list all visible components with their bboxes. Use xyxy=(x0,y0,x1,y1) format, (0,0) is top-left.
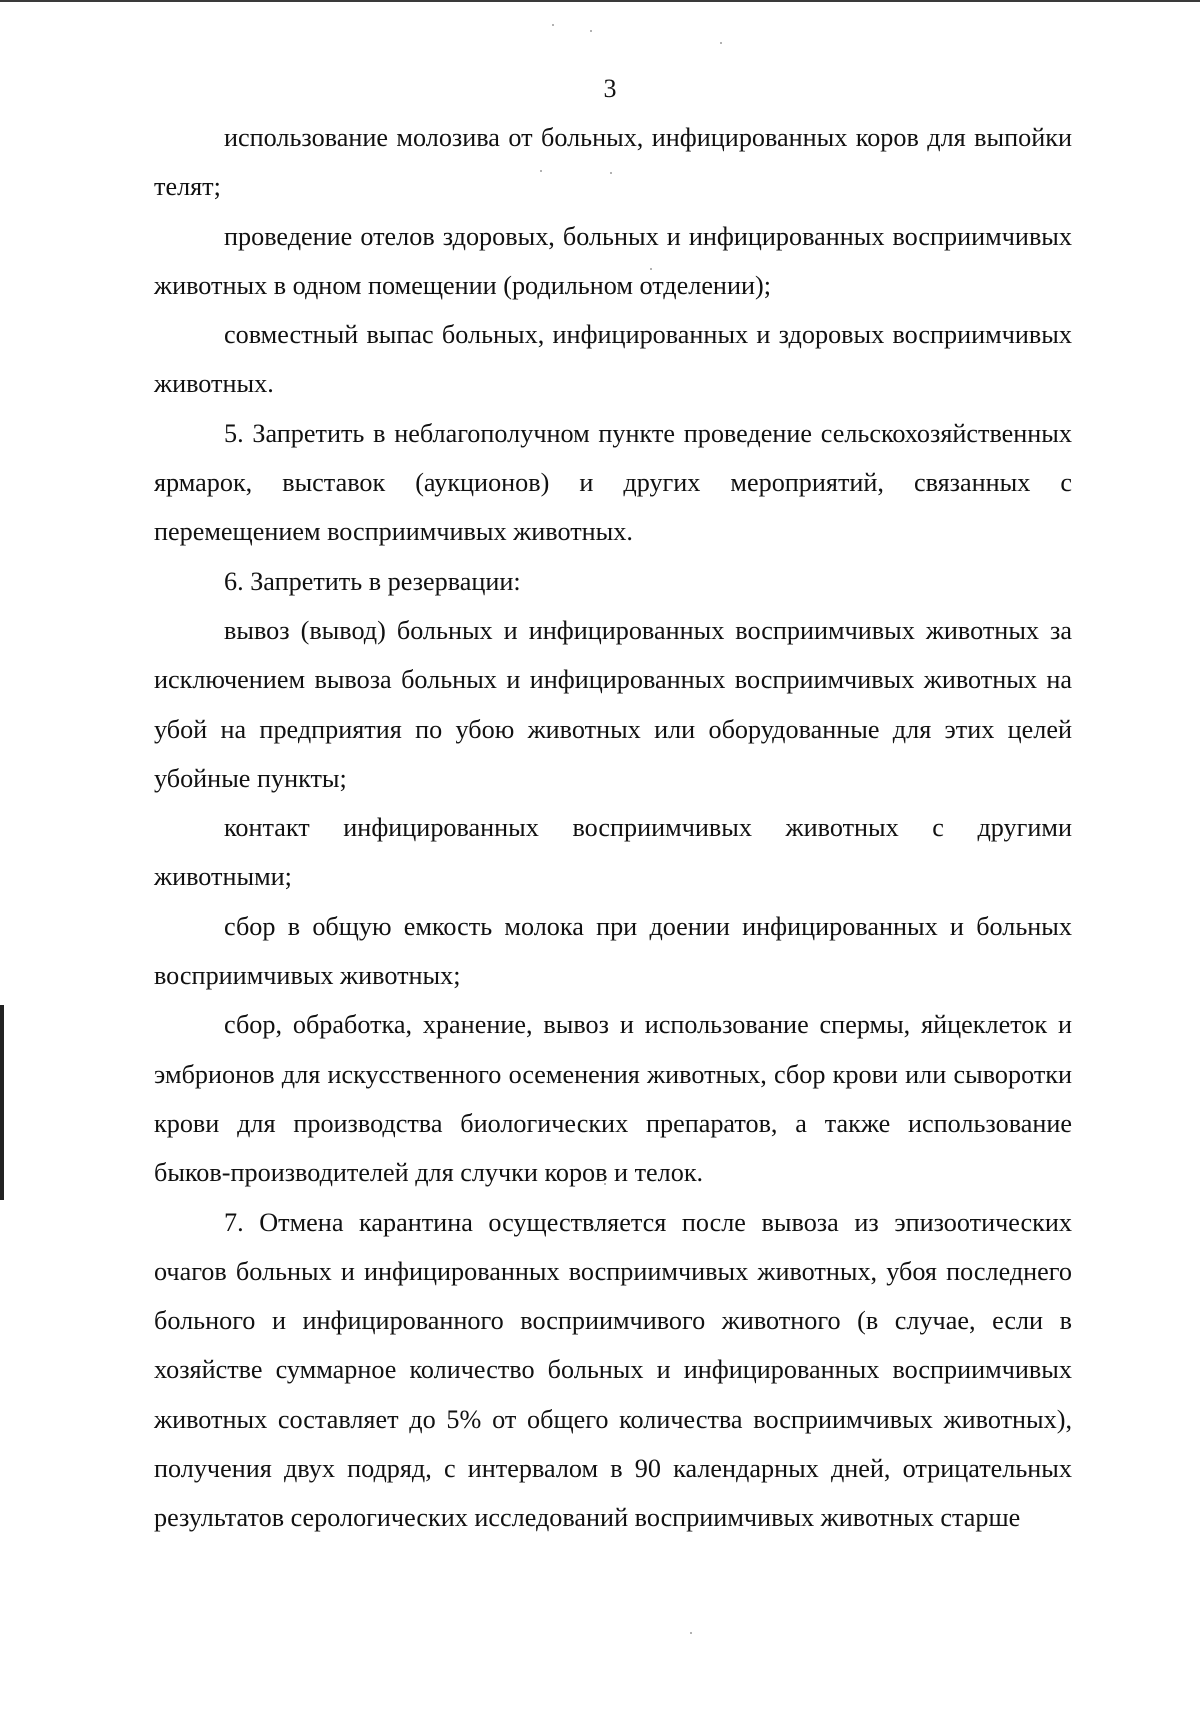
body-paragraph: совместный выпас больных, инфицированных и здоровых восприимчивых животных. xyxy=(154,320,1072,399)
document-body xyxy=(154,113,1072,1543)
scan-speck xyxy=(690,1632,692,1634)
scan-speck xyxy=(590,30,592,32)
scan-speck xyxy=(552,24,554,26)
body-paragraph: 6. Запретить в резервации: xyxy=(224,566,521,596)
body-paragraph: сбор, обработка, хранение, вывоз и использование спермы, яйцеклеток и эмбрионов для искусственного осеменения животных, сбор крови или сыворотки крови для производства биологических препаратов, а также использование быков-производителей для случки коров и телок. xyxy=(154,1010,1072,1188)
scan-left-edge-mark xyxy=(0,1005,4,1200)
page-number: 3 xyxy=(603,74,617,103)
body-paragraph: проведение отелов здоровых, больных и инфицированных восприимчивых животных в одном помещении (родильном отделении); xyxy=(154,221,1072,300)
body-paragraph: сбор в общую емкость молока при доении инфицированных и больных восприимчивых животных; xyxy=(154,911,1072,991)
body-paragraph: 5. Запретить в неблагополучном пункте проведение сельскохозяйственных ярмарок, выставок (аукционов) и других мероприятий, связанных с перемещением восприимчивых животных. xyxy=(154,418,1072,547)
scan-speck xyxy=(720,42,722,44)
scan-top-edge xyxy=(0,0,1200,2)
body-paragraph: контакт инфицированных восприимчивых животных с другими животными; xyxy=(154,813,1072,892)
body-paragraph: 7. Отмена карантина осуществляется после вывоза из эпизоотических очагов больных и инфицированных восприимчивых животных, убоя последнего больного и инфицированного восприимчивого животного (в случае, если в хозяйстве суммарное количество больных и инфицированных восприимчивых животных составляет до 5% от общего количества восприимчивых животных), получения двух подряд, с интервалом в 90 календарных дней, отрицательных результатов серологических исследований восприимчивых животных старше xyxy=(154,1207,1072,1533)
body-paragraph: вывоз (вывод) больных и инфицированных восприимчивых животных за исключением вывоза больных и инфицированных восприимчивых животных на убой на предприятия по убою животных или оборудованные для этих целей убойные пункты; xyxy=(154,615,1072,793)
body-paragraph: использование молозива от больных, инфицированных коров для выпойки телят; xyxy=(154,123,1072,202)
